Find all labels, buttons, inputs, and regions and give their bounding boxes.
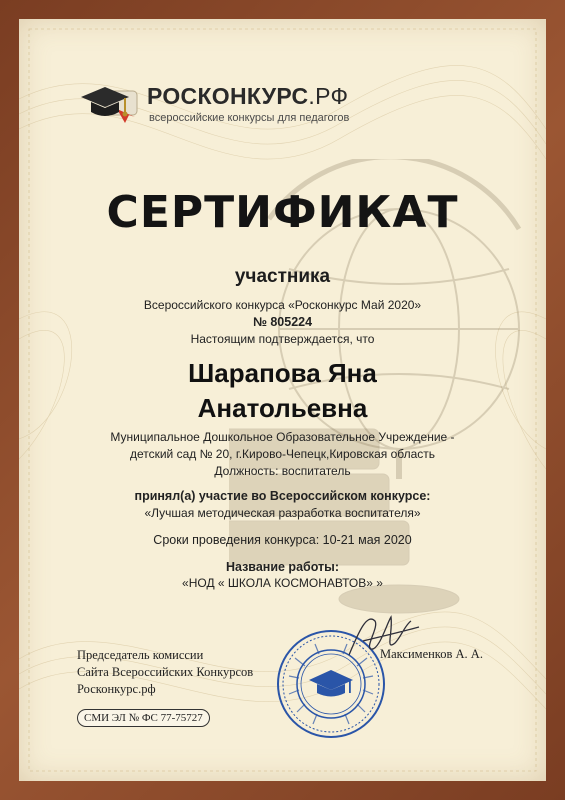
certificate-paper (19, 19, 546, 781)
logo-name (147, 83, 348, 110)
work-title-label: Название работы: (225, 560, 340, 574)
media-license-badge: СМИ ЭЛ № ФС 77-75727 (77, 709, 210, 727)
site-logo (77, 81, 377, 141)
confirm-text: Настоящим подтверждается, что (190, 332, 375, 346)
participation-line: принял(а) участие во Всероссийском конкурсе: (134, 489, 431, 503)
organization-line1: Муниципальное Дошкольное Образовательное Учреждение - (110, 430, 455, 444)
logo-name-main: РОСКОНКУРС (147, 83, 309, 109)
contest-line: Всероссийского конкурса «Росконкурс Май 2020» (143, 298, 422, 312)
logo-name-domain: .РФ (308, 83, 349, 109)
position-line: Должность: воспитатель (214, 464, 351, 478)
chairman-block (77, 647, 253, 698)
chairman-line3: Росконкурс.рф (77, 682, 156, 696)
graduation-cap-logo-icon (77, 81, 145, 133)
recipient-name-line1: Шарапова Яна (188, 358, 377, 388)
recipient-name-line2: Анатольевна (197, 393, 368, 423)
certificate-number: № 805224 (252, 315, 313, 329)
logo-tagline: всероссийские конкурсы для педагогов (149, 112, 350, 124)
work-title: «НОД « ШКОЛА КОСМОНАВТОВ» » (182, 576, 383, 590)
organization-line2: детский сад № 20, г.Кирово-Чепецк,Кировская область (129, 447, 436, 461)
contest-dates: Сроки проведения конкурса: 10-21 мая 2020 (153, 533, 412, 547)
contest-name: «Лучшая методическая разработка воспитателя» (144, 506, 421, 520)
chairman-line1: Председатель комиссии (77, 648, 204, 662)
certificate-subtitle: участника (234, 266, 331, 287)
signer-name: Максименков А. А. (380, 647, 483, 661)
chairman-line2: Сайта Всероссийских Конкурсов (77, 665, 254, 679)
certificate-title: СЕРТИФИКАТ (106, 187, 459, 238)
